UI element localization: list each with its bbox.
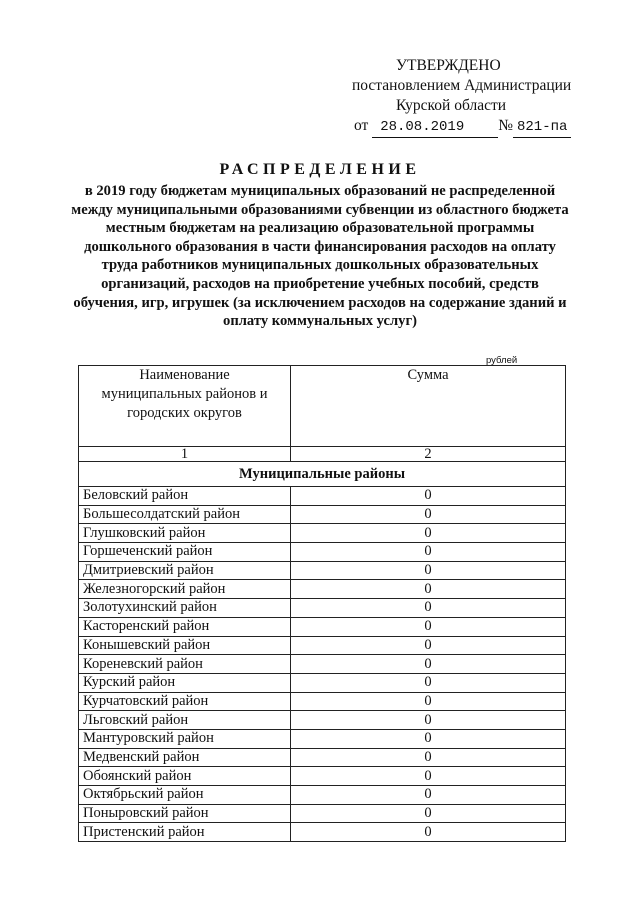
district-name: Железногорский район (79, 580, 291, 599)
table-row (79, 487, 566, 506)
district-sum: 0 (291, 543, 566, 562)
header-sum-column: Сумма (291, 366, 566, 447)
approval-date-line (354, 116, 571, 138)
document-title: РАСПРЕДЕЛЕНИЕ (219, 161, 421, 178)
district-sum: 0 (291, 748, 566, 767)
column-number-1: 1 (79, 447, 291, 462)
district-name: Пристенский район (79, 823, 291, 842)
document-subtitle: в 2019 году бюджетам муниципальных образований не распределенной между муниципальными образованиями субвенции из областного бюджета местным бюджетам на реализацию образовательной программы дошкольного образования в части финансирования расходов на оплату труда работников муниципальных дошкольных образовательных организаций, расходов на приобретение учебных пособий, средств обучения, игр, игрушек (за исключением расходов на содержание зданий и оплату коммунальных услуг) (71, 183, 569, 330)
approval-authority: постановлением Администрации (352, 77, 572, 94)
district-name: Поныровский район (79, 804, 291, 823)
district-name: Конышевский район (79, 636, 291, 655)
district-name: Мантуровский район (79, 729, 291, 748)
district-name: Глушковский район (79, 524, 291, 543)
approval-date: 28.08.2019 (372, 117, 498, 138)
table-row (79, 599, 566, 618)
district-sum: 0 (291, 692, 566, 711)
district-sum: 0 (291, 617, 566, 636)
district-sum: 0 (291, 505, 566, 524)
approval-region: Курской области (396, 97, 507, 114)
table-row (79, 655, 566, 674)
table-row (79, 729, 566, 748)
column-number-row (79, 447, 566, 462)
approval-from-label: от (354, 117, 369, 134)
table-row (79, 543, 566, 562)
district-name: Горшеченский район (79, 543, 291, 562)
table-row (79, 561, 566, 580)
district-name: Беловский район (79, 487, 291, 506)
district-sum: 0 (291, 524, 566, 543)
district-name: Большесолдатский район (79, 505, 291, 524)
section-row (79, 462, 566, 487)
header-name-column: Наименование муниципальных районов и городских округов (79, 366, 291, 447)
district-sum: 0 (291, 487, 566, 506)
table-row (79, 711, 566, 730)
district-sum: 0 (291, 786, 566, 805)
district-name: Октябрьский район (79, 786, 291, 805)
district-name: Курчатовский район (79, 692, 291, 711)
district-sum: 0 (291, 655, 566, 674)
district-sum: 0 (291, 711, 566, 730)
table-row (79, 692, 566, 711)
district-name: Дмитриевский район (79, 561, 291, 580)
district-sum: 0 (291, 636, 566, 655)
table-row (79, 617, 566, 636)
table-row (79, 505, 566, 524)
table-row (79, 580, 566, 599)
district-sum: 0 (291, 804, 566, 823)
section-title: Муниципальные районы (79, 462, 566, 487)
district-sum: 0 (291, 673, 566, 692)
approval-heading: УТВЕРЖДЕНО (396, 57, 501, 74)
distribution-table (78, 365, 566, 842)
table-row (79, 524, 566, 543)
column-number-2: 2 (291, 447, 566, 462)
district-name: Льговский район (79, 711, 291, 730)
district-sum: 0 (291, 823, 566, 842)
table-header-row (79, 366, 566, 447)
table-row (79, 748, 566, 767)
table-row (79, 804, 566, 823)
district-name: Золотухинский район (79, 599, 291, 618)
table-row (79, 823, 566, 842)
district-name: Касторенский район (79, 617, 291, 636)
approval-number-sign: № (498, 117, 513, 134)
district-sum: 0 (291, 767, 566, 786)
table-row (79, 767, 566, 786)
table-row (79, 786, 566, 805)
table-row (79, 636, 566, 655)
district-sum: 0 (291, 599, 566, 618)
district-sum: 0 (291, 580, 566, 599)
district-name: Медвенский район (79, 748, 291, 767)
unit-label: рублей (486, 355, 518, 366)
district-name: Курский район (79, 673, 291, 692)
district-sum: 0 (291, 561, 566, 580)
district-name: Обоянский район (79, 767, 291, 786)
district-sum: 0 (291, 729, 566, 748)
approval-number: 821-па (513, 117, 571, 138)
table-row (79, 673, 566, 692)
district-name: Кореневский район (79, 655, 291, 674)
